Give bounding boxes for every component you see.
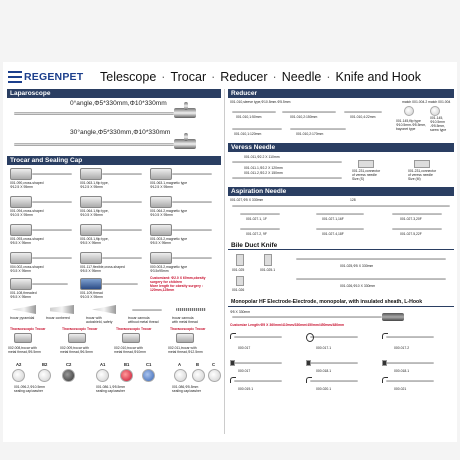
spatula-electrode-icon [230, 360, 235, 366]
trocar-shaft [102, 257, 142, 259]
thoracoscopic-title: Thoracoscopic Trocar [170, 327, 206, 331]
trocar-thumb [10, 252, 32, 264]
sealing-cap [96, 369, 109, 382]
bile-label: 001.026,Φ10 X 330mm [340, 284, 376, 288]
trocar-thumb [80, 196, 102, 208]
monopolar-size: Φ5 X 330mm [230, 310, 251, 314]
aspiration-tip [316, 228, 364, 230]
bile-label: 001.026 [232, 288, 245, 292]
trocar-shaft [32, 257, 72, 259]
trocar-label: 001.003.1,flip type, Φ5.5 X 95mm [80, 237, 109, 245]
trocar-cannula-plain [132, 309, 162, 311]
trocar-cannula-threaded [176, 308, 206, 311]
reducer-label: 001.010,2:170mm [296, 132, 324, 136]
aspiration-tip [240, 213, 280, 215]
trocar-tip-label: trocar cannula without metal thread [128, 316, 159, 324]
bile-knife-tip [236, 276, 244, 286]
reducer-label: 001.145,flip type Φ10.5mm-Φ5.5mm, bayonet type [396, 119, 427, 131]
sealing-cap [120, 369, 133, 382]
trocar-thumb [150, 252, 172, 264]
section-veress: Veress Needle [228, 143, 454, 152]
laparoscope-30-shaft [14, 143, 174, 146]
reducer-sleeve [232, 128, 282, 130]
bile-knife-shaft [296, 278, 446, 280]
bile-knife-shaft [296, 258, 446, 260]
thoracoscopic-title: Thoracoscopic Trocar [116, 327, 152, 331]
sealing-cap-label: 001.096.2,Φ10.5mm sealing cap/washer [14, 385, 45, 393]
section-laparoscope: Laparoscope [7, 89, 221, 98]
aspiration-tip [392, 228, 442, 230]
sealing-cap [192, 369, 205, 382]
cap-letter: C [212, 362, 216, 367]
trocar-label: 001.003.2,magnetic type Φ5.5 X 95mm [150, 237, 188, 245]
catalog-title: Telescope · Trocar · Reducer · Needle · Knife and Hook [100, 70, 421, 84]
trocar-label: 000.003.2,magnetic type Φ3.5x95mm [150, 265, 188, 273]
reducer-label: match 001.004 [428, 100, 451, 104]
electrode-label: 000.017.2 [394, 346, 410, 350]
veress-needle [232, 177, 342, 179]
title-item: Reducer [220, 70, 268, 84]
sealing-cap-label: 001.086,Φ5.5mm sealing cap/washer [172, 385, 202, 393]
aspiration-label: 001.027.1,16F [322, 217, 344, 221]
thoracoscopic-trocar-thumb [122, 333, 140, 343]
sealing-cap [38, 369, 51, 382]
trocar-thumb [150, 196, 172, 208]
trocar-label: 001.093,cross-shaped Φ5.5 X 95mm [10, 237, 44, 245]
sealing-cap [208, 369, 221, 382]
bile-label: 001.025,Φ5 X 330mm [340, 264, 374, 268]
sealing-cap [12, 369, 25, 382]
electrode-label: 000.017.1 [316, 346, 332, 350]
laparoscope-30-label: 30°angle,Φ5*330mm,Φ10*330mm [70, 129, 171, 136]
reducer-label: 001.010,sleeve type,Φ10.5mm-Φ5.5mm [230, 100, 291, 104]
trocar-tip-label: trocar with autoshield, safety [86, 316, 113, 324]
electrode-tip [386, 362, 434, 364]
trocar-thumb [80, 224, 102, 236]
thoracoscopic-label: 002.008,trocar with metal thread,Φ5.5mm [8, 346, 41, 354]
electrode-label: 000.020.1 [316, 387, 332, 391]
reducer-sleeve [282, 111, 336, 113]
reducer-label: 001.010,4:22mm [350, 115, 376, 119]
thoracoscopic-label: 002.010,trocar with metal thread,Φ10mm [114, 346, 146, 354]
section-bile: Bile Duct Knife [228, 241, 454, 250]
aspiration-dim: 128 [350, 198, 356, 202]
electrode-tip [234, 380, 282, 382]
reducer-label: 001.010,1:120mm [234, 132, 262, 136]
trocar-shaft [32, 283, 68, 285]
trocar-shaft [102, 229, 142, 231]
trocar-tip-label: trocar cannula with metal thread [172, 316, 198, 324]
l-hook-icon [230, 377, 236, 383]
electrode-label: 000.018.1 [394, 369, 410, 373]
electrode-label: 000.018.1 [316, 369, 332, 373]
laparoscope-0-light-post [184, 102, 188, 110]
section-monopolar: Monopolar HF Electrode-Electrode, monopolar, with insulated sheath, L-Hook [228, 298, 454, 307]
veress-connector-label: 001.231,connector of veress needle Size (S) [352, 169, 381, 181]
cap-letter: B [196, 362, 200, 367]
electrode-tip [310, 362, 358, 364]
aspiration-label: 001.027,Φ5 X 330mm [230, 198, 264, 202]
electrode-tip [310, 336, 358, 338]
trocar-thumb [10, 224, 32, 236]
trocar-thumb [150, 168, 172, 180]
trocar-shaft [32, 173, 72, 175]
section-aspiration: Aspiration Needle [228, 187, 454, 196]
veress-label: 001.011.2,Φ2.2 X 150mm [244, 171, 283, 175]
trocar-label: 001.063.1,magnetic type Φ12.5 X 95mm [150, 181, 188, 189]
trocar-threaded-label: 001.108,threaded Φ5.5 X 95mm [10, 291, 37, 299]
veress-label: 001.011,Φ2.2 X 110mm [244, 155, 280, 159]
trocar-label: 001.063.1,flip type, Φ12.5 X 95mm [80, 181, 109, 189]
veress-connector-m [414, 160, 430, 168]
trocar-label: 001.094,cross-shaped Φ10.5 X 95mm [10, 209, 44, 217]
laparoscope-0-label: 0°angle,Φ5*330mm,Φ10*330mm [70, 100, 167, 107]
monopolar-handle [382, 313, 404, 321]
trocar-label: 001.064.2,magnetic type Φ10.5 X 95mm [150, 209, 188, 217]
trocar-shaft [102, 201, 142, 203]
aspiration-tip [316, 213, 364, 215]
electrode-label: 000.017 [238, 369, 251, 373]
trocar-shaft [172, 257, 212, 259]
electrode-label: 000.017 [238, 346, 251, 350]
trocar-thumb [10, 196, 32, 208]
trocar-shaft [172, 201, 212, 203]
title-item: Needle [281, 70, 322, 84]
thoracoscopic-trocar-thumb [14, 333, 32, 343]
aspiration-tip [240, 228, 280, 230]
trocar-thumb [80, 252, 102, 264]
cap-letter: B1 [124, 362, 130, 367]
trocar-tip-label: trocar pyramidal [10, 316, 35, 320]
electrode-tip [386, 336, 434, 338]
trocar-shaft [172, 173, 212, 175]
electrode-tip [310, 380, 358, 382]
thoracoscopic-label: 002.009,trocar with metal thread,Φ6.5mm [60, 346, 93, 354]
trocar-label: 004.002,cross-shaped Φ3.5 X 95mm [10, 265, 44, 273]
needle-electrode-icon [382, 360, 387, 366]
reducer-sleeve [344, 111, 382, 113]
reducer-sleeve [290, 128, 346, 130]
laparoscope-30-light-post [184, 133, 188, 141]
reducer-label: 001.010,2:150mm [290, 115, 318, 119]
thoracoscopic-title: Thoracoscopic Trocar [10, 327, 46, 331]
veress-connector-s [358, 160, 374, 168]
section-trocar: Trocar and Sealing Cap [7, 156, 221, 165]
coil-electrode-icon [306, 333, 314, 342]
aspiration-label: 001.027.2, 9F [246, 232, 267, 236]
trocar-shaft [172, 229, 212, 231]
sealing-cap [174, 369, 187, 382]
aspiration-needle [232, 205, 450, 207]
brand-name: REGENPET [24, 71, 84, 83]
cap-letter: A [178, 362, 182, 367]
reducer-sleeve [232, 111, 276, 113]
catalog-sheet [3, 62, 457, 442]
l-hook-icon [230, 333, 236, 339]
monopolar-custom: Customize Length:Φ5 X 360mm/410mm/330mm/450mm/450mm/480mm [230, 323, 345, 327]
trocar-threaded-thumb [80, 278, 102, 290]
title-item: Telescope [100, 70, 157, 84]
trocar-shaft [102, 173, 142, 175]
ball-electrode-icon [306, 360, 311, 366]
bile-knife-tip [264, 254, 272, 266]
trocar-tip-label: trocar conbered [46, 316, 70, 320]
logo-stripes-icon [8, 71, 22, 83]
trocar-thumb [10, 168, 32, 180]
veress-label: 001.011.1,Φ2.2 X 120mm [244, 166, 283, 170]
electrode-tip [234, 336, 282, 338]
reducer-label: match 001.004.2 [402, 100, 428, 104]
trocar-thumb [150, 224, 172, 236]
aspiration-label: 001.027.4,18F [322, 232, 344, 236]
reducer-bayonet-cap [404, 106, 414, 116]
bile-label: 001.025.1 [260, 268, 276, 272]
cap-letter: B2 [42, 362, 48, 367]
reducer-screw-cap [430, 106, 440, 116]
sealing-cap-label: 001.086.1,Φ5.5mm sealing cap/washer [96, 385, 126, 393]
title-item: Trocar [170, 70, 207, 84]
l-hook-icon [382, 377, 388, 383]
trocar-shaft [32, 229, 72, 231]
aspiration-label: 001.027.5,22F [400, 232, 422, 236]
bile-label: 001.025 [232, 268, 245, 272]
trocar-label: 001.117,flexible,cross-shaped Φ5.5 X 95mm [80, 265, 125, 273]
column-divider [224, 89, 225, 434]
bile-knife-tip [236, 254, 244, 266]
thoracoscopic-title: Thoracoscopic Trocar [62, 327, 98, 331]
aspiration-tip [392, 213, 442, 215]
thoracoscopic-trocar-thumb [176, 333, 194, 343]
electrode-tip [386, 380, 434, 382]
trocar-threaded-thumb [10, 278, 32, 290]
trocar-shaft [102, 283, 138, 285]
cap-letter: C2 [66, 362, 72, 367]
cap-letter: A1 [100, 362, 106, 367]
sealing-cap [62, 369, 75, 382]
aspiration-label: 001.027.3,20F [400, 217, 422, 221]
title-item: Knife and Hook [335, 70, 421, 84]
veress-needle [232, 161, 342, 163]
electrode-tip [234, 362, 282, 364]
thoracoscopic-trocar-thumb [68, 333, 86, 343]
cap-letter: A2 [16, 362, 22, 367]
electrode-label: 000.021 [394, 387, 407, 391]
cap-letter: C1 [146, 362, 152, 367]
section-reducer: Reducer [228, 89, 454, 98]
trocar-label: 001.064.1,flip type, Φ10.5 X 95mm [80, 209, 109, 217]
catalog-header [8, 66, 452, 88]
reducer-label: 001.010,1:50mm [236, 115, 262, 119]
trocar-threaded-label: 001.109,thread Φ10.5 X 95mm [80, 291, 103, 299]
l-hook-icon [306, 377, 312, 383]
trocar-shaft [32, 201, 72, 203]
thoracoscopic-label: 002.011,trocar with metal thread,Φ12.5mm [168, 346, 203, 354]
trocar-thumb [80, 168, 102, 180]
electrode-label: 000.019.1 [238, 387, 254, 391]
trocar-label: 001.090,cross-shaped Φ12.5 X 95mm [10, 181, 44, 189]
brand-logo [8, 71, 100, 83]
monopolar-shaft [232, 316, 382, 318]
reducer-label: 001.145, Φ10.5mm -Φ5.5mm, screw type [430, 116, 447, 132]
veress-connector-label: 001.231,connector of veress needle Size (M) [408, 169, 437, 181]
j-hook-icon [382, 333, 388, 339]
sealing-cap [142, 369, 155, 382]
laparoscope-0-shaft [14, 112, 174, 115]
aspiration-label: 001.027.1, 1F [246, 217, 267, 221]
trocar-custom-note: Customized: Φ2.0 X 60mm,obesity surgery for children More length for obesity surgery : 120mm,125mm [150, 276, 206, 292]
